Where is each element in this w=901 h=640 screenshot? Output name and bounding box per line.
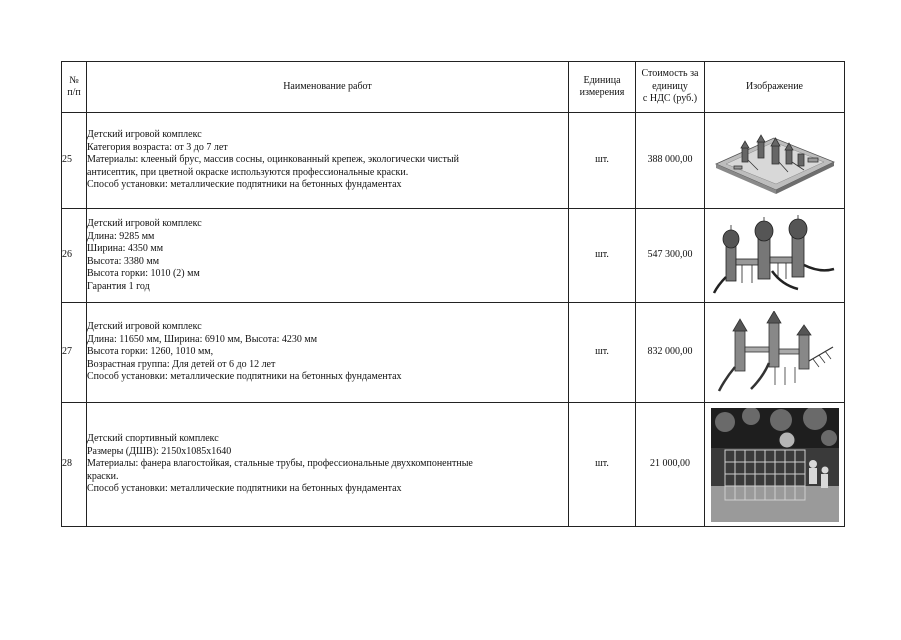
description-line: Материалы: клееный брус, массив сосны, оцинкованный крепеж, экологически чистый [87, 154, 459, 166]
works-table [61, 61, 845, 527]
playground-castle-towers-image [712, 215, 838, 297]
row-unit: шт. [569, 403, 636, 527]
description-line: Высота горки: 1260, 1010 мм, [87, 346, 214, 358]
header-name: Наименование работ [87, 62, 569, 113]
header-row [62, 62, 845, 113]
row-description [87, 403, 569, 527]
header-num-line: п/п [67, 87, 81, 98]
description-line: антисептик, при цветной окраске используются профессиональные краски. [87, 166, 409, 178]
header-price-line: Стоимость за [641, 68, 699, 80]
playground-complex-slides-image [715, 311, 835, 395]
row-image-cell [705, 113, 845, 209]
header-num-line: № [69, 74, 79, 86]
row-number: 28 [62, 403, 87, 527]
row-unit: шт. [569, 209, 636, 303]
row-number: 26 [62, 209, 87, 303]
description-line: Детский спортивный комплекс [87, 433, 219, 445]
header-unit-line: Единица [583, 74, 621, 86]
description-line: Гарантия 1 год [87, 280, 150, 292]
header-price-line: единицу [652, 80, 688, 92]
row-price: 388 000,00 [636, 113, 705, 209]
description-line: Высота горки: 1010 (2) мм [87, 268, 200, 279]
description-line: Длина: 11650 мм, Ширина: 6910 мм, Высота: 4230 мм [87, 333, 318, 345]
description-line: Ширина: 4350 мм [87, 243, 164, 254]
description-line: Длина: 9285 мм [87, 230, 155, 242]
row-description [87, 113, 569, 209]
row-description [87, 303, 569, 403]
row-price: 547 300,00 [636, 209, 705, 303]
header-unit [569, 62, 636, 113]
table-row [62, 113, 845, 209]
header-price [636, 62, 705, 113]
header-num [62, 62, 87, 113]
row-description [87, 209, 569, 303]
row-unit: шт. [569, 113, 636, 209]
description-line: Детский игровой комплекс [87, 321, 202, 333]
description-line: Способ установки: металлические подпятники на бетонных фундаментах [87, 371, 402, 383]
description-line: Категория возраста: от 3 до 7 лет [87, 141, 228, 153]
sports-complex-photo-image [711, 408, 839, 522]
description-line: Детский игровой комплекс [87, 218, 202, 229]
header-unit-line: измерения [579, 87, 625, 98]
table-row [62, 303, 845, 403]
description-line: краски. [87, 470, 119, 482]
row-image-cell [705, 403, 845, 527]
description-line: Способ установки: металлические подпятники на бетонных фундаментах [87, 483, 402, 495]
row-unit: шт. [569, 303, 636, 403]
playground-complex-isometric-image [712, 126, 838, 196]
row-price: 21 000,00 [636, 403, 705, 527]
description-line: Материалы: фанера влагостойкая, стальные трубы, профессиональные двухкомпонентные [87, 458, 473, 470]
row-price: 832 000,00 [636, 303, 705, 403]
row-image-cell [705, 303, 845, 403]
description-line: Размеры (ДШВ): 2150х1085х1640 [87, 445, 232, 457]
description-line: Детский игровой комплекс [87, 129, 202, 141]
description-line: Способ установки: металлические подпятники на бетонных фундаментах [87, 179, 402, 191]
table-row [62, 403, 845, 527]
row-number: 27 [62, 303, 87, 403]
row-image-cell [705, 209, 845, 303]
description-line: Высота: 3380 мм [87, 255, 160, 267]
header-image: Изображение [705, 62, 845, 113]
table-row [62, 209, 845, 303]
row-number: 25 [62, 113, 87, 209]
description-line: Возрастная группа: Для детей от 6 до 12 лет [87, 358, 276, 370]
header-price-line: с НДС (руб.) [642, 93, 698, 105]
